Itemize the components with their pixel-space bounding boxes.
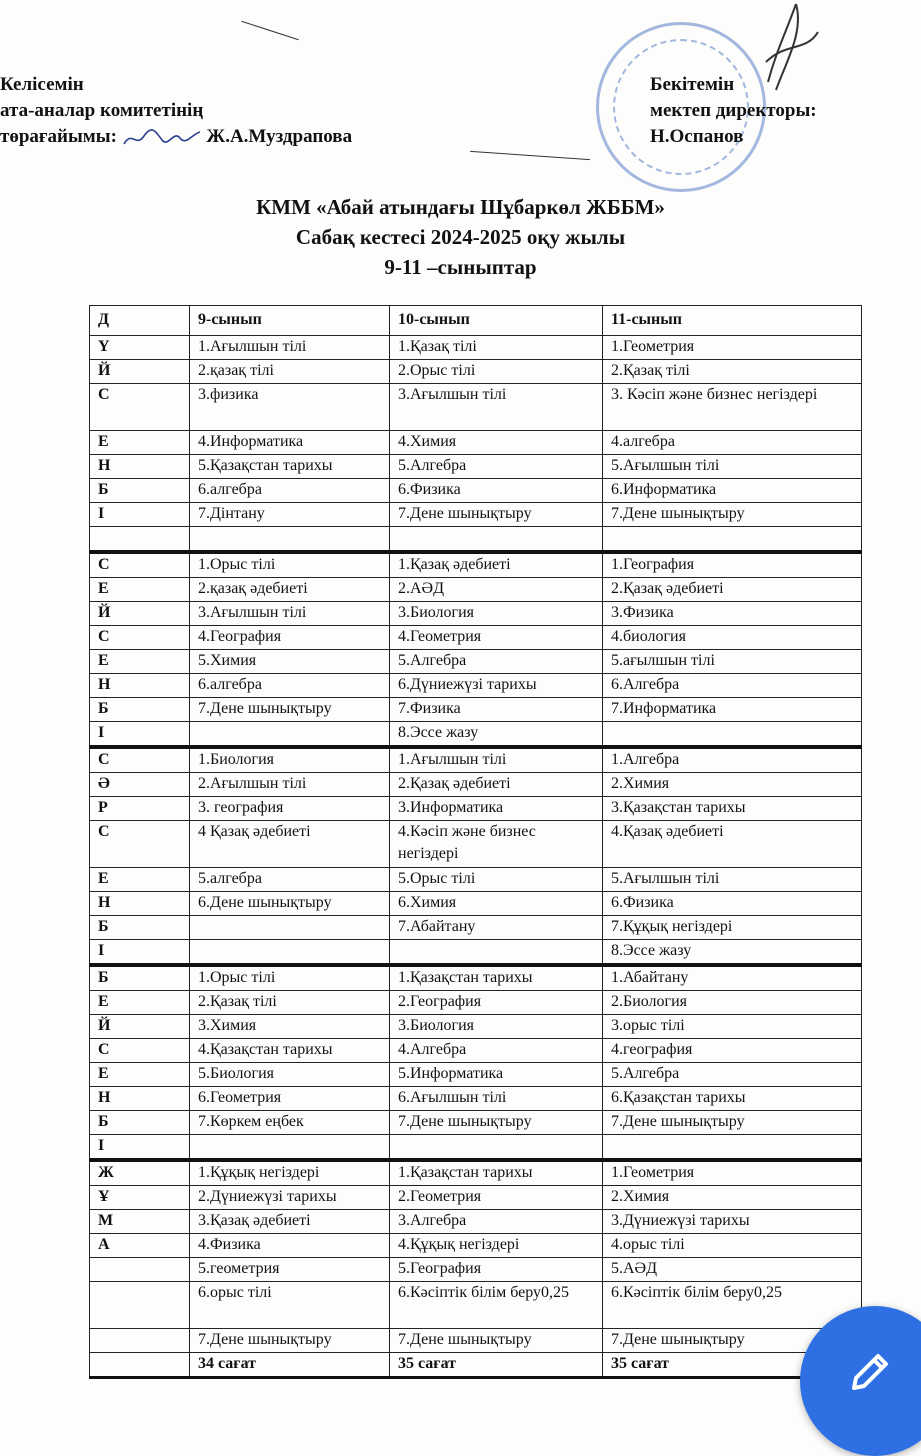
day-letter-cell: Е [90,431,190,455]
lesson-cell: 7.Дене шынықтыру [603,503,862,527]
lesson-cell [190,722,390,748]
lesson-cell: 5.Биология [190,1063,390,1087]
lesson-cell: 7.Дене шынықтыру [190,698,390,722]
table-row [90,1210,862,1234]
lesson-cell [390,527,603,553]
approval-right [650,72,817,150]
table-row [90,1063,862,1087]
lesson-cell: 1.Қазақстан тарихы [390,965,603,991]
day-letter-cell: Й [90,602,190,626]
day-letter-cell: С [90,552,190,578]
table-row [90,336,862,360]
lesson-cell: 1.Геометрия [603,1160,862,1186]
table-row [90,892,862,916]
lesson-cell: 5.Алгебра [603,1063,862,1087]
day-letter-cell: І [90,722,190,748]
lesson-cell: 4 Қазақ әдебиеті [190,821,390,868]
lesson-cell: 7.Құқық негіздері [603,916,862,940]
lesson-cell: 6.Информатика [603,479,862,503]
lesson-cell: 1.Биология [190,747,390,773]
lesson-cell: 3.Дүниежүзі тарихы [603,1210,862,1234]
table-row [90,1087,862,1111]
day-letter-cell: Е [90,868,190,892]
lesson-cell: 7.Дене шынықтыру [390,503,603,527]
table-row [90,1186,862,1210]
lesson-cell: 4.алгебра [603,431,862,455]
lesson-cell [603,1135,862,1161]
table-row [90,1135,862,1161]
lesson-cell: 4.Алгебра [390,1039,603,1063]
lesson-cell: 5.геометрия [190,1258,390,1282]
table-row [90,773,862,797]
day-letter-cell: Н [90,674,190,698]
director-label: мектеп директоры: [650,100,817,121]
table-row [90,384,862,431]
schedule-title: Сабақ кестесі 2024-2025 оқу жылы [295,225,626,249]
lesson-cell: 6.Физика [603,892,862,916]
table-row [90,527,862,553]
lesson-cell: 6.орыс тілі [190,1282,390,1329]
lesson-cell: 6.Химия [390,892,603,916]
lesson-cell: 5.Ағылшын тілі [603,868,862,892]
lesson-cell: 6.Физика [390,479,603,503]
lesson-cell [190,940,390,966]
lesson-cell: 3.Алгебра [390,1210,603,1234]
lesson-cell: 6.Ағылшын тілі [390,1087,603,1111]
lesson-cell: 35 сағат [390,1353,603,1378]
table-row [90,1160,862,1186]
lesson-cell: 2.қазақ әдебиеті [190,578,390,602]
table-row [90,940,862,966]
table-row [90,1282,862,1329]
lesson-cell: 7.Дене шынықтыру [603,1329,862,1353]
lesson-cell: 3.Қазақстан тарихы [603,797,862,821]
day-letter-cell: Й [90,360,190,384]
approval-left [0,72,352,150]
lesson-cell: 7.Абайтану [390,916,603,940]
lesson-cell: 5.Орыс тілі [390,868,603,892]
lesson-cell: 1.География [603,552,862,578]
lesson-cell: 2.Биология [603,991,862,1015]
day-letter-cell [90,527,190,553]
lesson-cell: 1.Геометрия [603,336,862,360]
lesson-cell: 9-сынып [190,306,390,336]
day-letter-cell: Ү [90,336,190,360]
lesson-cell: 2.Химия [603,1186,862,1210]
lesson-cell: 2.Ағылшын тілі [190,773,390,797]
lesson-cell: 6.Дүниежүзі тарихы [390,674,603,698]
lesson-cell: 7.Дене шынықтыру [390,1329,603,1353]
agree-label: Келісемін [0,74,84,95]
lesson-cell: 1.Қазақстан тарихы [390,1160,603,1186]
day-letter-cell: Й [90,1015,190,1039]
day-letter-cell: Ұ [90,1186,190,1210]
lesson-cell: 35 сағат [603,1353,862,1378]
lesson-cell: 5.География [390,1258,603,1282]
lesson-cell: 2.География [390,991,603,1015]
lesson-cell: 4.Информатика [190,431,390,455]
lesson-cell: 5.Алгебра [390,650,603,674]
lesson-cell: 3.Биология [390,602,603,626]
lesson-cell [190,916,390,940]
table-row [90,797,862,821]
table-row [90,479,862,503]
lesson-cell: 2.Дүниежүзі тарихы [190,1186,390,1210]
lesson-cell: 2.қазақ тілі [190,360,390,384]
day-letter-cell: І [90,940,190,966]
day-letter-cell: Е [90,578,190,602]
lesson-cell: 6.алгебра [190,674,390,698]
lesson-cell: 1.Орыс тілі [190,552,390,578]
day-letter-cell: І [90,503,190,527]
lesson-cell: 3.Ағылшын тілі [390,384,603,431]
chairperson-line [0,124,352,150]
day-letter-cell [90,1282,190,1329]
day-letter-cell [90,1329,190,1353]
table-row [90,1234,862,1258]
table-row [90,674,862,698]
day-letter-cell: Ж [90,1160,190,1186]
lesson-cell: 11-сынып [603,306,862,336]
day-letter-cell: С [90,747,190,773]
lesson-cell [603,527,862,553]
day-letter-cell: І [90,1135,190,1161]
lesson-cell: 2.Орыс тілі [390,360,603,384]
lesson-cell: 4.География [190,626,390,650]
lesson-cell: 3.Биология [390,1015,603,1039]
lesson-cell [190,1135,390,1161]
lesson-cell: 6.Алгебра [603,674,862,698]
lesson-cell: 5.алгебра [190,868,390,892]
table-row [90,1258,862,1282]
lesson-cell: 7.Дене шынықтыру [390,1111,603,1135]
day-letter-cell: С [90,384,190,431]
table-row [90,650,862,674]
lesson-cell: 10-сынып [390,306,603,336]
lesson-cell: 6.Қазақстан тарихы [603,1087,862,1111]
table-row [90,916,862,940]
day-letter-cell [90,1258,190,1282]
lesson-cell: 8.Эссе жазу [390,722,603,748]
lesson-cell: 2.Қазақ әдебиеті [390,773,603,797]
day-letter-cell: Р [90,797,190,821]
day-letter-cell: С [90,821,190,868]
lesson-cell: 4.Құқық негіздері [390,1234,603,1258]
lesson-cell: 2.АӘД [390,578,603,602]
table-row [90,1111,862,1135]
lesson-cell: 1.Орыс тілі [190,965,390,991]
table-row [90,868,862,892]
lesson-cell: 8.Эссе жазу [603,940,862,966]
table-row [90,722,862,748]
lesson-cell: 6.Дене шынықтыру [190,892,390,916]
lesson-cell: 5.ағылшын тілі [603,650,862,674]
lesson-cell: 4.биология [603,626,862,650]
lesson-cell: 7.Дене шынықтыру [190,1329,390,1353]
school-name: КММ «Абай атындағы Шұбаркөл ЖББМ» [256,195,665,219]
day-letter-cell: Б [90,698,190,722]
chairperson-label: төрағайымы: [0,126,117,147]
table-row [90,747,862,773]
lesson-cell: 2.Химия [603,773,862,797]
day-letter-cell: Е [90,991,190,1015]
table-row [90,503,862,527]
lesson-cell: 1.Құқық негіздері [190,1160,390,1186]
pen-stroke [470,151,590,160]
lesson-cell: 2.Геометрия [390,1186,603,1210]
lesson-cell [390,940,603,966]
lesson-cell: 3.Ағылшын тілі [190,602,390,626]
lesson-cell: 2.Қазақ тілі [603,360,862,384]
day-letter-cell [90,1353,190,1378]
lesson-cell: 4.Геометрия [390,626,603,650]
table-row [90,1015,862,1039]
day-letter-cell: Б [90,479,190,503]
lesson-cell: 1.Алгебра [603,747,862,773]
table-row [90,578,862,602]
lesson-cell: 5.Қазақстан тарихы [190,455,390,479]
lesson-cell: 1.Абайтану [603,965,862,991]
classes-title: 9-11 –сыныптар [384,255,537,279]
lesson-cell: 3.Физика [603,602,862,626]
lesson-cell: 4.Кәсіп және бизнес негіздері [390,821,603,868]
day-letter-cell: Б [90,1111,190,1135]
day-letter-cell: Н [90,1087,190,1111]
lesson-cell: 1.Қазақ әдебиеті [390,552,603,578]
table-row [90,1039,862,1063]
day-letter-cell: А [90,1234,190,1258]
lesson-cell: 1.Қазақ тілі [390,336,603,360]
pen-stroke [241,21,298,40]
day-letter-cell: Н [90,455,190,479]
table-row [90,965,862,991]
day-letter-cell: Ә [90,773,190,797]
lesson-cell: 4.орыс тілі [603,1234,862,1258]
lesson-cell: 3. Кәсіп және бизнес негіздері [603,384,862,431]
lesson-cell: 5.Информатика [390,1063,603,1087]
lesson-cell: 3.Қазақ әдебиеті [190,1210,390,1234]
table-row [90,991,862,1015]
day-letter-cell: М [90,1210,190,1234]
schedule-table [89,305,862,1379]
day-letter-cell: Д [90,306,190,336]
day-letter-cell: Б [90,965,190,991]
table-row [90,1353,862,1378]
day-letter-cell: Е [90,650,190,674]
day-letter-cell: С [90,626,190,650]
lesson-cell: 5.АӘД [603,1258,862,1282]
pencil-icon [848,1350,892,1394]
lesson-cell: 4.Қазақстан тарихы [190,1039,390,1063]
table-row [90,626,862,650]
table-row [90,552,862,578]
lesson-cell: 1.Ағылшын тілі [390,747,603,773]
lesson-cell [190,527,390,553]
lesson-cell: 7.Көркем еңбек [190,1111,390,1135]
lesson-cell: 2.Қазақ тілі [190,991,390,1015]
lesson-cell: 2.Қазақ әдебиеті [603,578,862,602]
day-letter-cell: С [90,1039,190,1063]
table-row [90,360,862,384]
lesson-cell: 3.Информатика [390,797,603,821]
lesson-cell: 1.Ағылшын тілі [190,336,390,360]
table-row [90,821,862,868]
day-letter-cell: Б [90,916,190,940]
table-row [90,455,862,479]
table-header-row [90,306,862,336]
lesson-cell: 7.Информатика [603,698,862,722]
lesson-cell [603,722,862,748]
day-letter-cell: Н [90,892,190,916]
lesson-cell: 5.Алгебра [390,455,603,479]
signature-left [122,126,202,150]
lesson-cell: 6.Кәсіптік білім беру0,25 [390,1282,603,1329]
lesson-cell: 6.Кәсіптік білім беру0,25 [603,1282,862,1329]
table-row [90,602,862,626]
lesson-cell: 6.Геометрия [190,1087,390,1111]
lesson-cell: 4.география [603,1039,862,1063]
day-letter-cell: Е [90,1063,190,1087]
approve-label: Бекітемін [650,74,735,95]
parent-committee-label: ата-аналар комитетінің [0,100,204,121]
lesson-cell: 5.Химия [190,650,390,674]
lesson-cell: 3. география [190,797,390,821]
director-name: Н.Оспанов [650,126,744,147]
table-row [90,431,862,455]
lesson-cell: 34 сағат [190,1353,390,1378]
lesson-cell: 3.физика [190,384,390,431]
lesson-cell: 3.орыс тілі [603,1015,862,1039]
lesson-cell: 7.Дінтану [190,503,390,527]
lesson-cell: 3.Химия [190,1015,390,1039]
lesson-cell [390,1135,603,1161]
chairperson-name: Ж.А.Муздрапова [206,126,353,147]
lesson-cell: 5.Ағылшын тілі [603,455,862,479]
lesson-cell: 4.Химия [390,431,603,455]
lesson-cell: 7.Физика [390,698,603,722]
lesson-cell: 6.алгебра [190,479,390,503]
lesson-cell: 4.Қазақ әдебиеті [603,821,862,868]
table-row [90,698,862,722]
lesson-cell: 7.Дене шынықтыру [603,1111,862,1135]
lesson-cell: 4.Физика [190,1234,390,1258]
table-row [90,1329,862,1353]
